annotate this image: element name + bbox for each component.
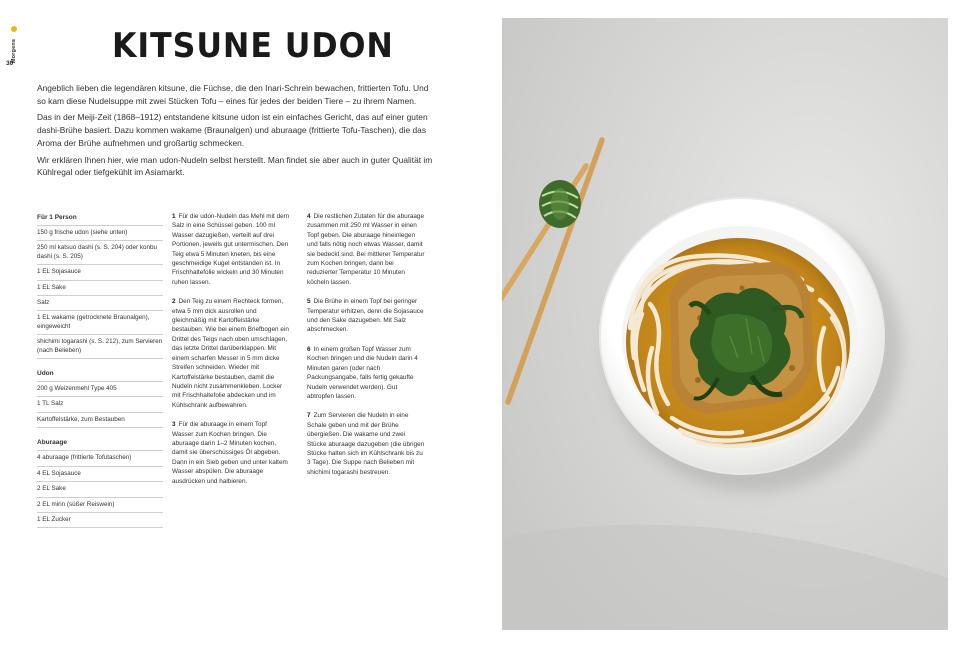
- page-number: 30: [6, 60, 14, 67]
- ingredient-item: 1 TL Salz: [37, 397, 163, 412]
- ingredient-item: 150 g frische udon (siehe unten): [37, 226, 163, 241]
- ingredient-item: 1 EL Zucker: [37, 513, 163, 528]
- chopstick-rest: [539, 180, 581, 228]
- step-text: Zum Servieren die Nudeln in eine Schale geben und mit der Brühe übergießen. Die wakame und zwei Stücke aburaage dazugeben (die übrigen Stücke halten sich im Kühlschrank bis zu 3 Tage). Die Suppe nach Belieben mit shichimi togarashi bestreuen.: [307, 412, 425, 476]
- step-4: [307, 212, 425, 287]
- step-number: 7: [307, 412, 311, 420]
- steps-column-1: [172, 212, 290, 496]
- udon-bowl-illustration: [502, 18, 948, 630]
- step-text: Den Teig zu einem Rechteck formen, etwa 5 mm dick ausrollen und gleichmäßig mit Kartoffelstärke bestauben. Wie bei einem Briefbogen ein Drittel des Teigs nach oben umschlagen, das letzte Drittel darüberklappen. Mit einem scharfen Messer in 5 mm dicke Streifen schneiden. Wieder mit Kartoffelstärke bestauben, damit die Nudeln nicht zusammenkleben. Locker mit Frischhaltefolie abdecken und im Kühlschrank aufbewahren.: [172, 298, 289, 409]
- intro-paragraph: Wir erklären Ihnen hier, wie man udon-Nudeln selbst herstellt. Man findet sie aber auch in guter Qualität im Kühlregal oder tiefgekühlt im Asiamarkt.: [37, 154, 433, 178]
- ingredient-item: shichimi togarashi (s. S. 212), zum Servieren (nach Belieben): [37, 335, 163, 359]
- step-number: 4: [307, 213, 311, 220]
- section-tab: [7, 26, 21, 86]
- step-number: 2: [172, 298, 176, 306]
- ingredient-item: 4 EL Sojasauce: [37, 467, 163, 482]
- section-label: Morgens: [11, 38, 17, 64]
- intro-paragraph: Angeblich lieben die legendären kitsune, die Füchse, die den Inari-Schrein bewachen, frittierten Tofu. Und so kam diese Nudelsuppe mit zwei Stücken Tofu – eines für jedes der beiden Tiere – zu ihrem Namen.: [37, 83, 429, 106]
- servings-heading: Für 1 Person: [37, 212, 163, 226]
- intro-text: [37, 82, 437, 183]
- ingredient-item: Kartoffelstärke, zum Bestauben: [37, 413, 163, 428]
- ingredient-item: 250 ml katsuo dashi (s. S. 204) oder konbu dashi (s. S. 205): [37, 241, 163, 265]
- step-1: [172, 212, 290, 287]
- step-text: Die Brühe in einem Topf bei geringer Temperatur erhitzen, denn die Sojasauce und den Sake dazugeben. Mit Salz abschmecken.: [307, 298, 424, 334]
- ingredient-item: 1 EL wakame (getrocknete Braunalgen), eingeweicht: [37, 311, 163, 335]
- ingredient-item: 4 aburaage (frittierte Tofutaschen): [37, 451, 163, 466]
- step-text: Für die udon-Nudeln das Mehl mit dem Salz in eine Schüssel geben. 100 ml Wasser dazugießen, verteilt auf drei Portionen, jeweils gut untermischen. Den Teig etwa 5 Minuten kneten, bis eine geschmeidige Kugel entstanden ist. In Frischhaltefolie wickeln und 30 Minuten ruhen lassen.: [172, 213, 290, 286]
- recipe-photo: [502, 18, 948, 630]
- ingredient-item: 2 EL Sake: [37, 482, 163, 497]
- ingredient-item: 1 EL Sake: [37, 281, 163, 296]
- step-number: 3: [172, 421, 176, 429]
- ingredient-item: Salz: [37, 296, 163, 311]
- step-6: [307, 345, 425, 401]
- step-7: [307, 411, 425, 477]
- recipe-title: KITSUNE UDON: [112, 26, 394, 66]
- step-2: [172, 297, 290, 410]
- step-text: Für die aburaage in einem Topf Wasser zum Kochen bringen. Die aburaage darin 1–2 Minuten kochen, damit sie überschüssiges Öl abgeben. Dann in ein Sieb geben und unter kaltem Wasser abspülen. Die aburaage ausdrücken und halbieren.: [172, 421, 288, 485]
- intro-paragraph: Das in der Meiji-Zeit (1868–1912) entstandene kitsune udon ist ein einfaches Gericht, das auf einer guten dashi-Brühe basiert. Dazu kommen wakame (Braunalgen) und aburaage (frittierte Tofu-Taschen), die das Aroma der Brühe aufnehmen und großartig schmecken.: [37, 112, 428, 148]
- step-number: 1: [172, 213, 176, 220]
- step-text: Die restlichen Zutaten für die aburaage zusammen mit 250 ml Wasser in einen Topf geben. Die aburaage hineinlegen und falls nötig noch etwas Wasser, damit sie bedeckt sind. Bei mittlerer Temperatur zum Kochen bringen, dann bei reduzierter Temperatur 10 Minuten köcheln lassen.: [307, 213, 425, 286]
- steps-column-2: [307, 212, 425, 487]
- ingredient-item: 1 EL Sojasauce: [37, 265, 163, 280]
- step-text: In einem großen Topf Wasser zum Kochen bringen und die Nudeln darin 4 Minuten garen (oder nach Packungsangabe, falls fertig gekaufte Nudeln verwendet werden). Gut abtropfen lassen.: [307, 345, 418, 400]
- ingredient-item: 2 EL mirin (süßer Reiswein): [37, 498, 163, 513]
- step-number: 6: [307, 345, 311, 353]
- ingredient-list: [37, 212, 163, 528]
- udon-heading: Udon: [37, 368, 163, 382]
- step-5: [307, 297, 425, 335]
- step-number: 5: [307, 298, 311, 306]
- aburaage-heading: Aburaage: [37, 437, 163, 451]
- ingredient-item: 200 g Weizenmehl Type 405: [37, 382, 163, 397]
- step-3: [172, 420, 290, 486]
